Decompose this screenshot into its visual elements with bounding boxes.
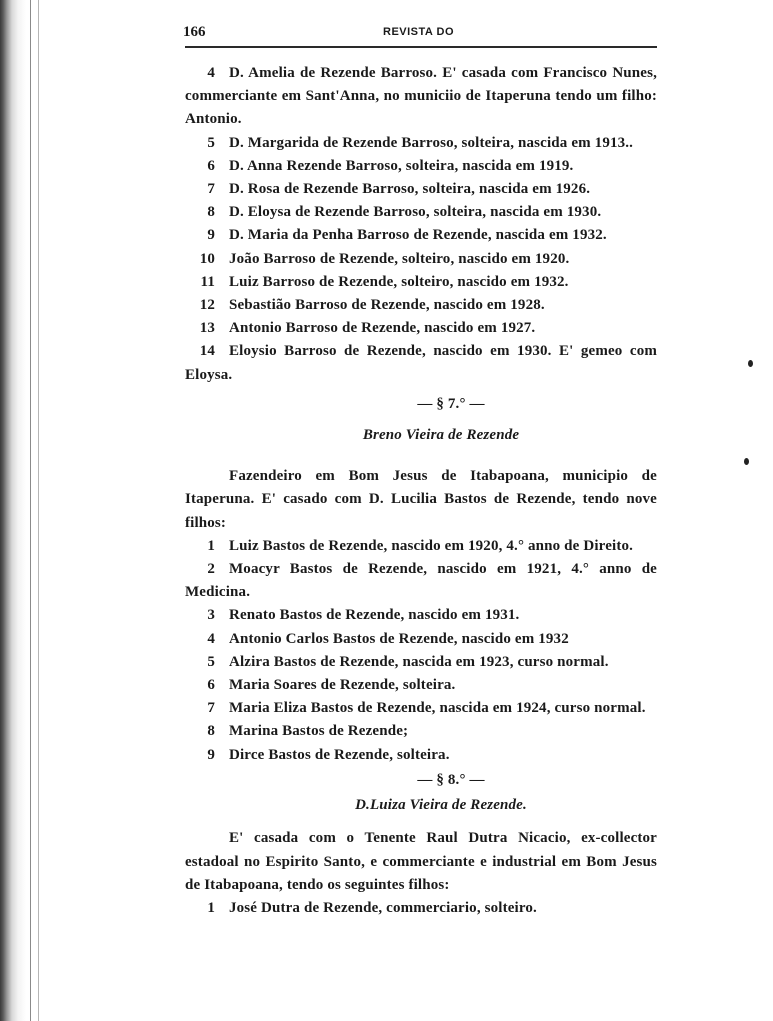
list-item (185, 62, 657, 132)
list-item (185, 132, 657, 155)
print-speck (744, 458, 749, 465)
item-number: 9 (207, 746, 215, 763)
item-text: Luiz Bastos de Rezende, nascido em 1920, 4.° anno de Direito. (229, 537, 634, 554)
list-item (185, 628, 657, 651)
list-item (185, 604, 657, 627)
item-number: 4 (207, 65, 215, 81)
list-item (185, 178, 657, 201)
paragraph: Fazendeiro em Bom Jesus de Itabapoana, municipio de Itaperuna. E' casado com D. Lucilia Bastos de Rezende, tendo nove filhos: (185, 468, 657, 531)
section-heading: D.Luiza Vieira de Rezende. (355, 797, 527, 814)
item-number: 13 (199, 320, 215, 337)
header-rule (185, 46, 657, 48)
item-text: Eloysio Barroso de Rezende, nascido em 1930. E' gemeo com Eloysa. (185, 343, 657, 383)
item-text: Maria Soares de Rezende, solteira. (229, 677, 456, 694)
page-number: 166 (183, 24, 206, 40)
item-number: 10 (199, 250, 215, 267)
item-text: Sebastião Barroso de Rezende, nascido em 1928. (229, 297, 545, 314)
list-item (185, 340, 657, 386)
item-number: 5 (207, 653, 215, 670)
paragraph: E' casada com o Tenente Raul Dutra Nicacio, ex-collector estadoal no Espirito Santo, e commerciante e industrial em Bom Jesus de Itabapoana, tendo os seguintes filhos: (185, 830, 657, 893)
item-text: Moacyr Bastos de Rezende, nascido em 1921, 4.° anno de Medicina. (185, 561, 657, 601)
item-text: João Barroso de Rezende, solteiro, nascido em 1920. (229, 250, 570, 267)
item-text: D. Amelia de Rezende Barroso. E' casada com Francisco Nunes, commerciante em Sant'Anna, no municiio de Itaperuna tendo um filho: Antonio. (185, 65, 657, 128)
item-text: Dirce Bastos de Rezende, solteira. (229, 746, 450, 763)
item-number: 8 (207, 204, 215, 221)
running-title: REVISTA DO (383, 26, 455, 38)
item-text: D. Anna Rezende Barroso, solteira, nascida em 1919. (229, 157, 574, 174)
item-number: 7 (207, 700, 215, 717)
item-text: D. Rosa de Rezende Barroso, solteira, nascida em 1926. (229, 181, 591, 198)
item-text: José Dutra de Rezende, commerciario, solteiro. (229, 899, 537, 916)
item-number: 9 (207, 227, 215, 244)
book-page (185, 20, 657, 920)
item-text: Maria Eliza Bastos de Rezende, nascida em 1924, curso normal. (229, 700, 646, 717)
item-number: 4 (207, 630, 215, 647)
item-number: 6 (207, 157, 215, 174)
binding-shadow (0, 0, 26, 1021)
item-text: Luiz Barroso de Rezende, solteiro, nascido em 1932. (229, 273, 569, 290)
item-number: 1 (207, 537, 215, 554)
list-item (185, 535, 657, 558)
running-head (185, 20, 657, 44)
list-item (185, 248, 657, 271)
item-number: 7 (207, 181, 215, 198)
list-item (185, 558, 657, 604)
print-speck (748, 360, 753, 367)
item-number: 8 (207, 723, 215, 740)
item-text: Marina Bastos de Rezende; (229, 723, 409, 740)
list-item (185, 744, 657, 767)
item-number: 6 (207, 677, 215, 694)
item-number: 5 (207, 134, 215, 151)
item-number: 12 (199, 297, 215, 314)
item-number: 14 (199, 343, 215, 360)
section-mark: — § 7.° — (417, 395, 485, 412)
list-item (185, 155, 657, 178)
list-item (185, 271, 657, 294)
item-text: Antonio Carlos Bastos de Rezende, nascido em 1932 (229, 630, 569, 647)
list-item (185, 897, 657, 920)
item-text: D. Maria da Penha Barroso de Rezende, nascida em 1932. (229, 227, 607, 244)
item-number: 2 (207, 561, 215, 578)
item-text: D. Eloysa de Rezende Barroso, solteira, nascida em 1930. (229, 204, 602, 221)
list-item (185, 697, 657, 720)
list-item (185, 674, 657, 697)
item-text: D. Margarida de Rezende Barroso, solteira, nascida em 1913.. (229, 134, 634, 151)
list-item (185, 720, 657, 743)
list-item (185, 294, 657, 317)
list-item (185, 201, 657, 224)
list-item (185, 317, 657, 340)
item-text: Renato Bastos de Rezende, nascido em 1931. (229, 607, 520, 624)
section-heading: Breno Vieira de Rezende (362, 427, 520, 444)
item-text: Alzira Bastos de Rezende, nascida em 1923, curso normal. (229, 653, 609, 670)
gutter-line (30, 0, 31, 1021)
body-text (185, 62, 657, 920)
list-item (185, 651, 657, 674)
item-text: Antonio Barroso de Rezende, nascido em 1927. (229, 320, 536, 337)
gutter-line (38, 0, 39, 1021)
item-number: 1 (207, 899, 215, 916)
section-mark: — § 8.° — (417, 771, 485, 788)
item-number: 11 (200, 273, 215, 290)
list-item (185, 224, 657, 247)
item-number: 3 (207, 607, 215, 624)
